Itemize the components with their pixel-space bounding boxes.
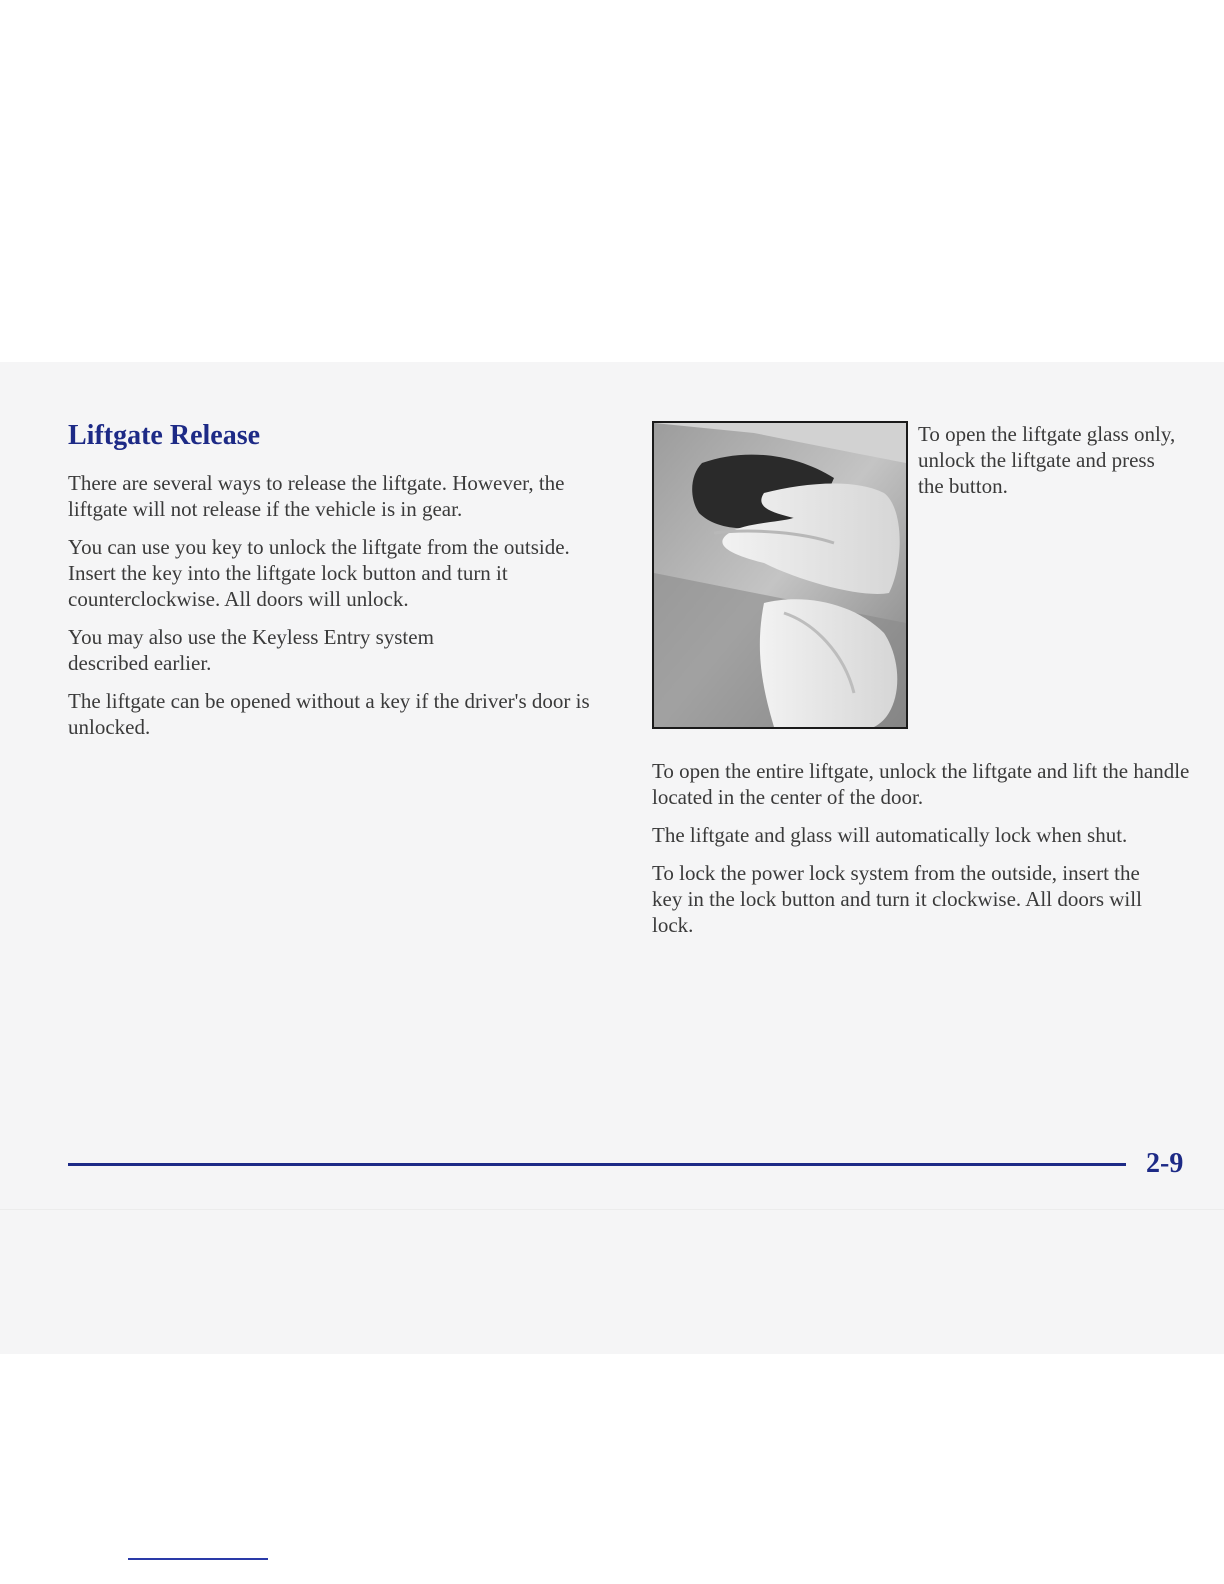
photo-caption	[918, 421, 1178, 511]
right-paragraph-3: To lock the power lock system from the outside, insert the key in the lock button and turn it clockwise. All doors will lock.	[652, 861, 1142, 937]
section-title: Liftgate Release	[68, 420, 261, 451]
photo-caption-text: To open the liftgate glass only, unlock the liftgate and press the button.	[918, 422, 1176, 498]
left-paragraph-1: There are several ways to release the liftgate. However, the liftgate will not release if the vehicle is in gear.	[68, 471, 565, 521]
page-number: 2-9	[1146, 1148, 1184, 1179]
bottom-rule	[128, 1558, 268, 1560]
footer-rule	[68, 1163, 1126, 1166]
photo-illustration	[654, 423, 906, 727]
left-paragraph-2: You can use you key to unlock the liftgate from the outside. Insert the key into the liftgate lock button and turn it counterclockwise. All doors will unlock.	[68, 535, 570, 611]
left-paragraph-4: The liftgate can be opened without a key if the driver's door is unlocked.	[68, 689, 590, 739]
divider	[0, 1209, 1224, 1210]
liftgate-button-photo	[652, 421, 908, 729]
right-column	[652, 758, 1197, 950]
right-paragraph-1: To open the entire liftgate, unlock the liftgate and lift the handle located in the center of the door.	[652, 759, 1190, 809]
left-column	[68, 418, 608, 752]
left-paragraph-3: You may also use the Keyless Entry system described earlier.	[68, 625, 434, 675]
right-paragraph-2: The liftgate and glass will automatically lock when shut.	[652, 823, 1128, 847]
